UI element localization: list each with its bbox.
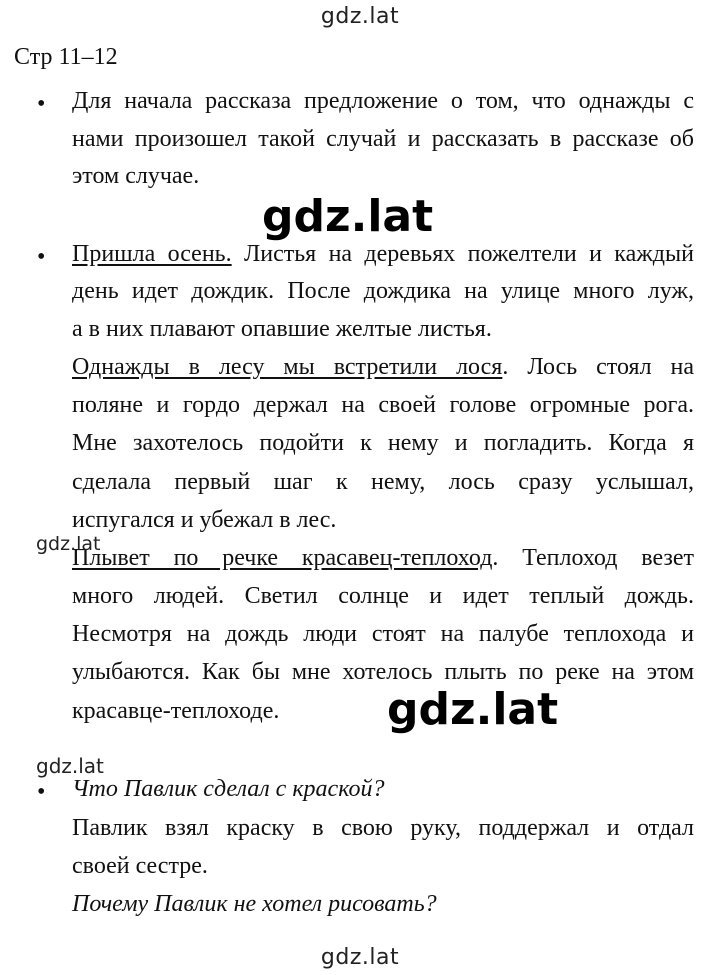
watermark-bottom: gdz.lat [320,945,400,970]
bullet-3: • [37,779,46,805]
item2-p2-underlined: Однажды в лесу мы встретили лося [72,354,503,380]
item1-line1: Для начала рассказа предложение о том, что однажды с [72,88,694,114]
item1-line3: этом случае. [72,163,200,189]
item2-p3-line1: Плывет по речке красавец-теплоход. Теплоход везет [72,545,695,571]
item3-question-2: Почему Павлик не хотел рисовать? [72,891,437,917]
item2-p1-line3: а в них плавают опавшие желтые листья. [72,316,492,342]
item3-answer-line1: Павлик взял краску в свою руку, поддержал и отдал [72,815,694,841]
item1-line2: нами произошел такой случай и рассказать в рассказе об [72,126,694,152]
item2-p2-line4: сделала первый шаг к нему, лось сразу услышал, [72,469,694,495]
item2-p1-line1: Пришла осень. Листья на деревьях пожелтели и каждый [72,241,694,267]
item2-p3-line4: улыбаются. Как бы мне хотелось плыть по реке на этом [72,659,694,685]
watermark-top: gdz.lat [320,4,400,29]
item3-answer-line2: своей сестре. [72,853,208,879]
item3-question-1: Что Павлик сделал с краской? [72,776,385,802]
item2-p3-line3: Несмотря на дождь люди стоят на палубе теплохода и [72,621,694,647]
watermark-large-1: gdz.lat [262,191,434,242]
item2-p1-line2: день идет дождик. После дождика на улице много луж, [72,278,694,304]
item2-p3-line5: красавце-теплоходе. [72,698,280,724]
item2-p2-line5: испугался и убежал в лес. [72,507,337,533]
item2-p2-line1: Однажды в лесу мы встретили лося. Лось стоял на [72,354,694,380]
bullet-1: • [37,91,46,117]
item2-p3-line2: много людей. Светил солнце и идет теплый дождь. [72,583,694,609]
watermark-large-2: gdz.lat [387,684,559,735]
watermark-small-2: gdz.lat [36,754,104,778]
item2-p2-line2: поляне и гордо держал на своей голове огромные рога. [72,392,694,418]
item2-p2-line3: Мне захотелось подойти к нему и погладить. Когда я [72,430,694,456]
item2-p1-underlined: Пришла осень. [72,241,232,267]
watermark-small-1: gdz.lat [36,533,101,555]
page-reference: Стр 11–12 [14,44,118,70]
bullet-2: • [37,244,46,270]
item2-p3-underlined: Плывет по речке красавец-теплоход [72,545,493,571]
